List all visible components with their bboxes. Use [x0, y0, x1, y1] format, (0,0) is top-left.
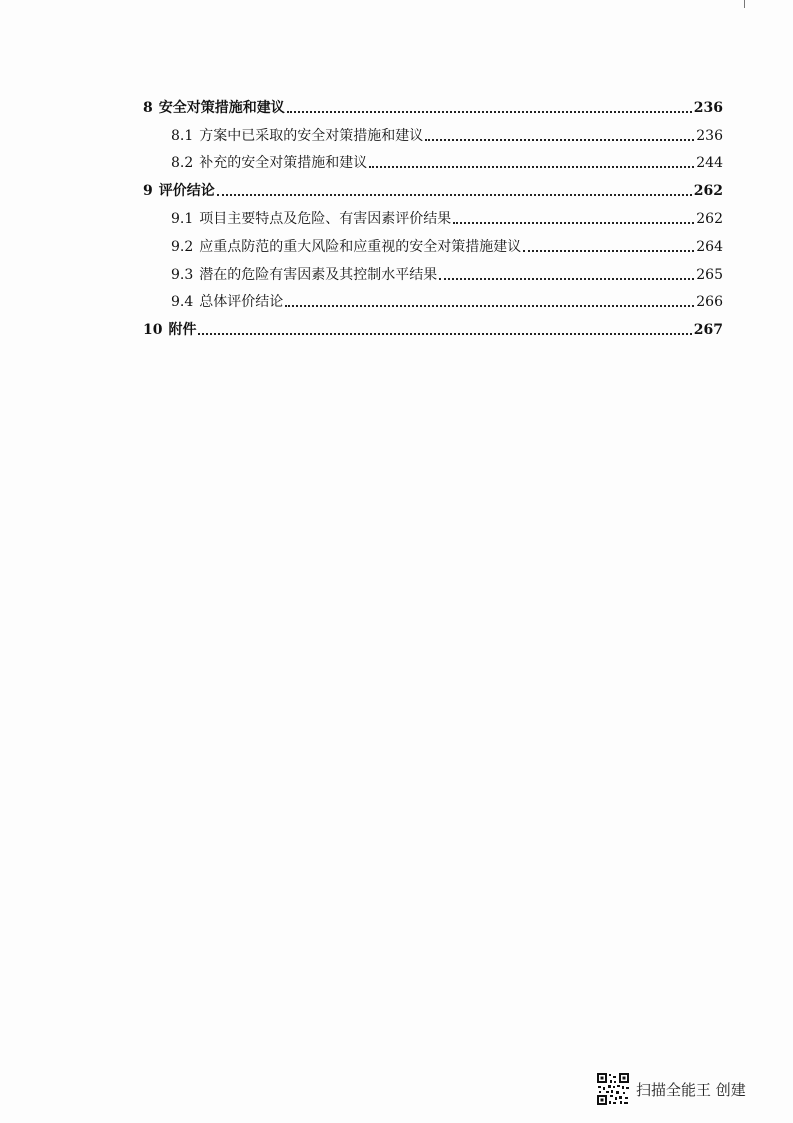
toc-entry-number: 8.1: [171, 127, 194, 144]
toc-entry-page: 262: [696, 210, 723, 227]
toc-entry-10: [143, 311, 723, 339]
scanner-watermark: [596, 1072, 746, 1106]
toc-entry-page: 236: [696, 127, 723, 144]
toc-entry-page: 266: [696, 294, 723, 311]
toc-entry-title: 项目主要特点及危险、有害因素评价结果: [199, 210, 452, 227]
toc-dot-leader: [453, 222, 694, 224]
toc-entry-8-1: [143, 117, 723, 145]
toc-dot-leader: [198, 333, 691, 335]
toc-entry-page: 262: [693, 183, 723, 200]
qr-code-icon: [596, 1072, 630, 1106]
toc-entry-page: 267: [693, 322, 723, 339]
toc-dot-leader: [425, 139, 694, 141]
scanner-watermark-text: 扫描全能王 创建: [636, 1080, 746, 1099]
toc-entry-title: 总体评价结论: [199, 294, 284, 311]
toc-entry-9-2: [143, 228, 723, 256]
toc-entry-8-2: [143, 145, 723, 173]
toc-entry-number: 8: [143, 99, 153, 116]
toc-entry-9-1: [143, 200, 723, 228]
toc-dot-leader: [285, 305, 694, 307]
toc-entry-number: 9.4: [171, 294, 194, 311]
toc-entry-title: 附件: [168, 322, 197, 339]
toc-dot-leader: [439, 278, 694, 280]
toc-entry-title: 方案中已采取的安全对策措施和建议: [199, 127, 424, 144]
toc-entry-9-4: [143, 284, 723, 312]
toc-dot-leader: [217, 194, 692, 196]
toc-entry-number: 9: [143, 183, 153, 200]
scan-edge-mark: [744, 0, 745, 8]
toc-dot-leader: [287, 111, 692, 113]
toc-dot-leader: [369, 166, 694, 168]
toc-entry-title: 补充的安全对策措施和建议: [199, 155, 368, 172]
toc-entry-9: [143, 172, 723, 200]
toc-entry-number: 9.3: [171, 266, 194, 283]
toc-entry-title: 应重点防范的重大风险和应重视的安全对策措施建议: [199, 238, 522, 255]
table-of-contents: [143, 89, 723, 339]
toc-entry-number: 10: [143, 322, 163, 339]
toc-entry-number: 9.1: [171, 210, 194, 227]
toc-entry-9-3: [143, 256, 723, 284]
toc-dot-leader: [523, 250, 694, 252]
toc-entry-title: 安全对策措施和建议: [158, 99, 285, 116]
toc-entry-page: 264: [696, 238, 723, 255]
toc-entry-number: 8.2: [171, 155, 194, 172]
toc-entry-page: 265: [696, 266, 723, 283]
toc-entry-title: 潜在的危险有害因素及其控制水平结果: [199, 266, 438, 283]
toc-entry-title: 评价结论: [158, 183, 215, 200]
toc-entry-8: [143, 89, 723, 117]
toc-entry-page: 244: [696, 155, 723, 172]
toc-entry-number: 9.2: [171, 238, 194, 255]
toc-entry-page: 236: [693, 99, 723, 116]
